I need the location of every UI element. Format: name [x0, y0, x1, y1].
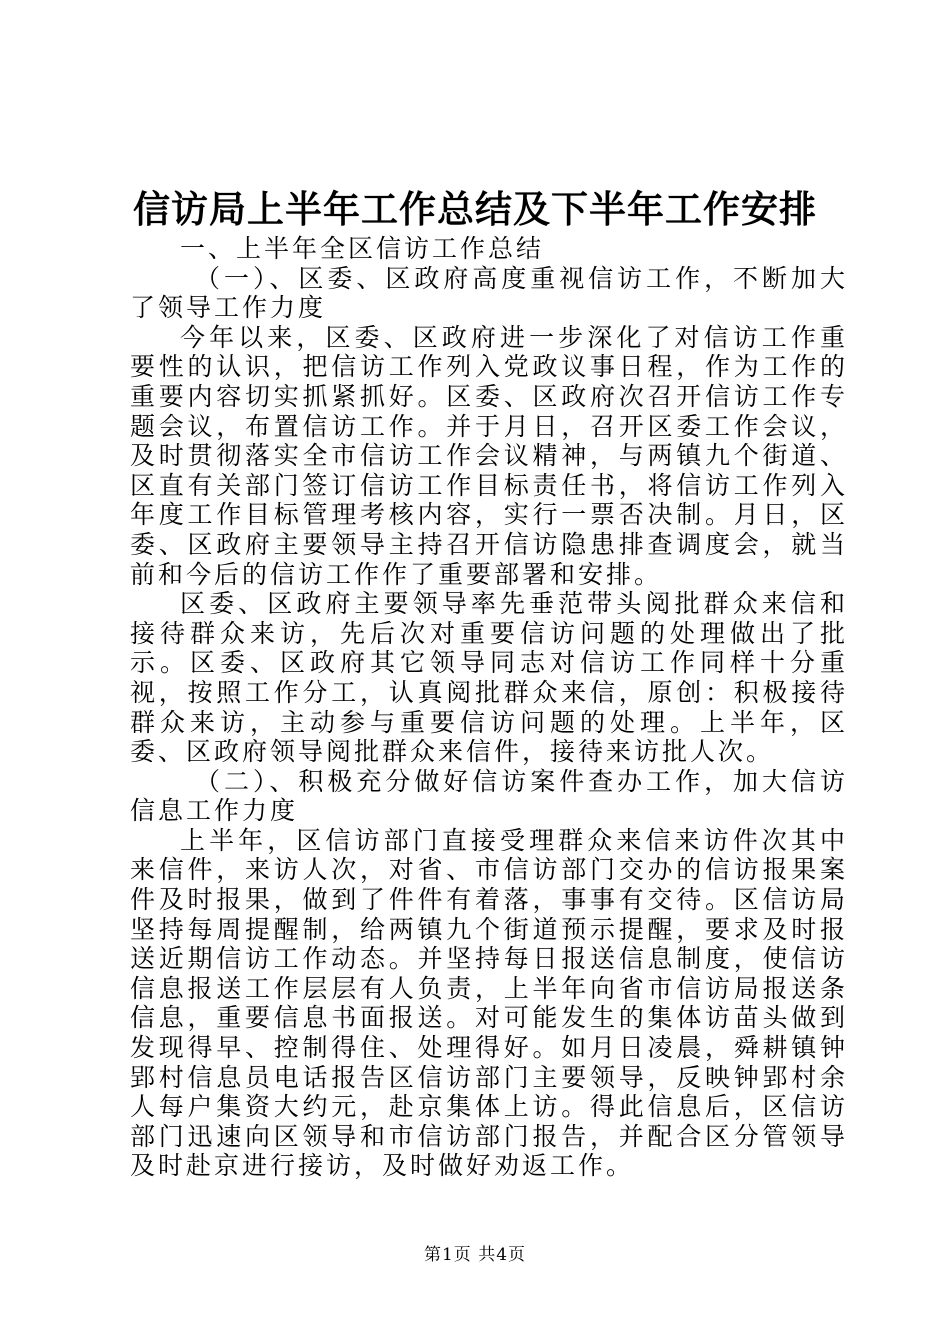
paragraph-3: 上半年，区信访部门直接受理群众来信来访件次其中来信件，来访人次，对省、市信访部门交办的信访报果案件及时报果，做到了件件有着落，事事有交待。区信访局坚持每周提醒制，给两镇九个街道预示提醒，要求及时报送近期信访工作动态。并坚持每日报送信息制度，使信访信息报送工作层层有人负责，上半年向省市信访局报送条信息，重要信息书面报送。对可能发生的集体访苗头做到发现得早、控制得住、处理得好。如月日凌晨，舜耕镇钟郢村信息员电话报告区信访部门主要领导，反映钟郢村余人每户集资大约元，赴京集体上访。得此信息后，区信访部门迅速向区领导和市信访部门报告，并配合区分管领导及时赴京进行接访，及时做好劝返工作。: [130, 825, 848, 1181]
document-title: 信访局上半年工作总结及下半年工作安排: [133, 187, 817, 231]
document-body: [130, 234, 848, 1181]
sub-heading-1: （一）、区委、区政府高度重视信访工作，不断加大了领导工作力度: [130, 263, 848, 323]
paragraph-1: 今年以来，区委、区政府进一步深化了对信访工作重要性的认识，把信访工作列入党政议事日程，作为工作的重要内容切实抓紧抓好。区委、区政府次召开信访工作专题会议，布置信访工作。并于月日，召开区委工作会议，及时贯彻落实全市信访工作会议精神，与两镇九个街道、区直有关部门签订信访工作目标责任书，将信访工作列入年度工作目标管理考核内容，实行一票否决制。月日，区委、区政府主要领导主持召开信访隐患排查调度会，就当前和今后的信访工作作了重要部署和安排。: [130, 322, 848, 589]
paragraph-2: 区委、区政府主要领导率先垂范带头阅批群众来信和接待群众来访，先后次对重要信访问题的处理做出了批示。区委、区政府其它领导同志对信访工作同样十分重视，按照工作分工，认真阅批群众来信，原创：积极接待群众来访，主动参与重要信访问题的处理。上半年，区委、区政府领导阅批群众来信件，接待来访批人次。: [130, 589, 848, 767]
section-heading: 一、上半年全区信访工作总结: [180, 234, 545, 263]
sub-heading-2: （二）、积极充分做好信访案件查办工作，加大信访信息工作力度: [130, 766, 848, 826]
page-number-footer: 第1页 共4页: [423, 1245, 527, 1265]
